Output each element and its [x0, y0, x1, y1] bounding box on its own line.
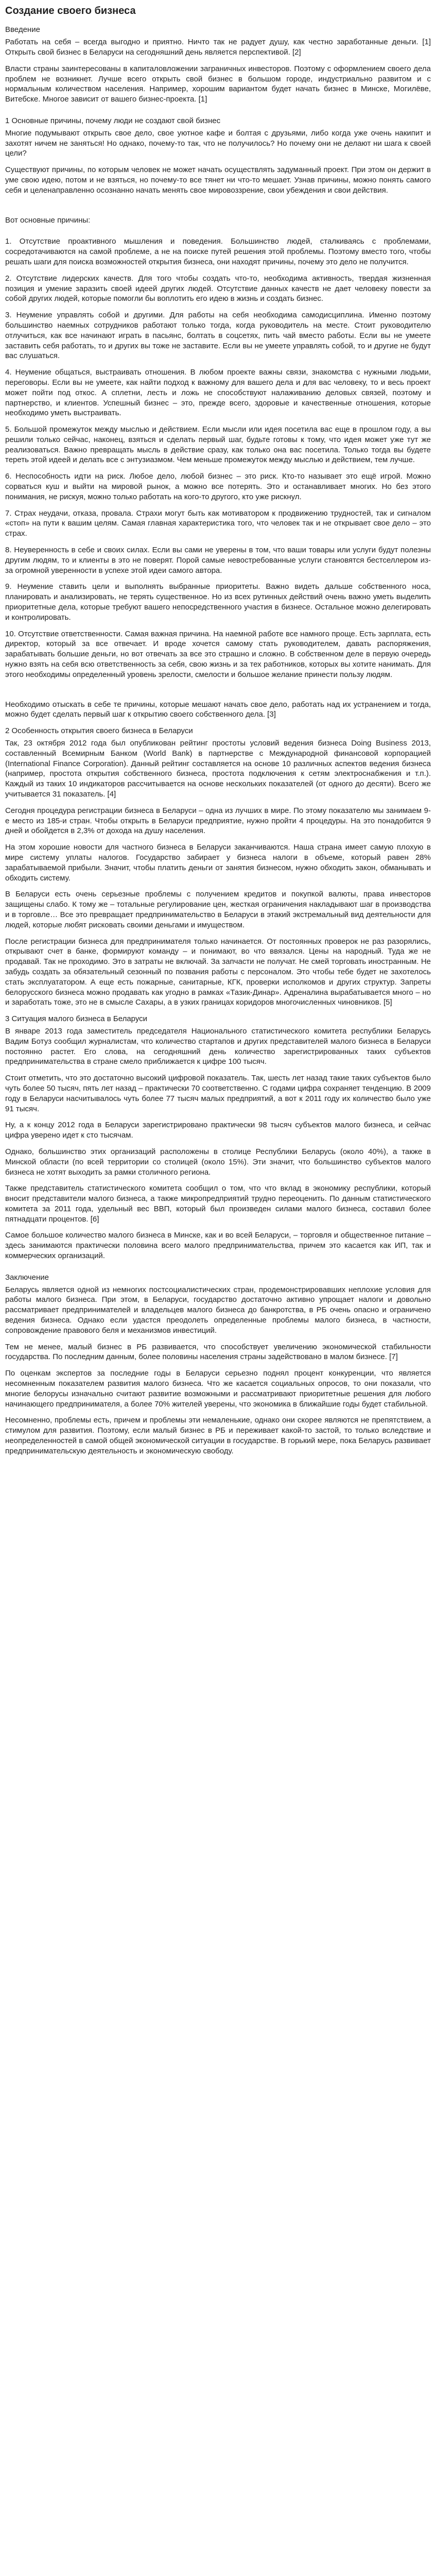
intro-paragraph: Работать на себя – всегда выгодно и приятно. Ничто так не радует душу, как честно заработанные деньги. [1] Открыть свой бизнес в Беларуси на сегодняшний день является перспективой. [2]	[5, 38, 431, 57]
reason-item: 7. Страх неудачи, отказа, провала. Страхи могут быть как мотиватором к продвижению трудностей, так и сигналом «стоп» на пути к вашим целям. Самая главная характеристика того, что человек так и не открывает свое дело – это страх.	[5, 509, 431, 538]
reason-item: 2. Отсутствие лидерских качеств. Для того чтобы создать что-то, необходима активность, твердая жизненная позиция и умение заразить своей идеей других людей. Отсутствие данных качеств не дает человеку повести за собой других людей, которые помогли бы воплотить его идею в жизнь и создать бизнес.	[5, 274, 431, 303]
section-paragraph: Многие подумывают открыть свое дело, свое уютное кафе и болтая с друзьями, либо когда уже очень накипит и захотят ничем не заняться! Но однако, почему-то так, что не получилось? Но почему они не делают ни шага к своей цели?	[5, 128, 431, 158]
reason-item: 9. Неумение ставить цели и выполнять выбранные приоритеты. Важно видеть дальше собственного носа, планировать и анализировать, не терять существенное. Но из всех рутинных действий очень важно уметь выделить приоритетные дела, которые требуют вашего непосредственного участия в бизнесе. Остальное можно делегировать и контролировать.	[5, 582, 431, 622]
section-paragraph: В январе 2013 года заместитель председателя Национального статистического комитета республики Беларусь Вадим Ботуз сообщил журналистам, что количество стартапов и других представителей малого бизнеса в Беларуси постоянно растет. Его слова, на сегодняшний день количество зарегистрированных таких субъектов предпринимательства в стране смело приближается к цифре 100 тысяч.	[5, 1026, 431, 1066]
section-paragraph: Так, 23 октября 2012 года был опубликован рейтинг простоты условий ведения бизнеса Doing Business 2013, составленный Всемирным Банком (World Bank) в партнерстве с Международной финансовой корпорацией (International Finance Corporation). Данный рейтинг составляется на основе 10 различных аспектов ведения бизнеса (например, простота открытия собственного бизнеса, простота подключения к сетям электроснабжения и т.п.). Каждый из таких 10 индикаторов рассчитывается на основе нескольких показателей (от одного до десяти). Всего же учитывается 31 показатель. [4]	[5, 739, 431, 799]
reason-item: 3. Неумение управлять собой и другими. Для работы на себя необходима самодисциплина. Именно поэтому большинство наемных сотрудников работают только тогда, когда руководитель на месте. Стоит руководителю отлучиться, как все начинают играть в пасьянс, болтать в соцсетях, пить чай вместо работы. Если вы не умеете заставить себя работать, то и других вы тоже не заставите. Если вы не умеете управлять собой, то и другие не будут вас слушаться.	[5, 311, 431, 361]
conclusion-heading: Заключение	[5, 1273, 49, 1282]
conclusion-paragraph: Беларусь является одной из немногих постсоциалистических стран, продемонстрировавших неплохие условия для работы малого бизнеса. При этом, в Беларуси, государство достаточно активно упрощает налоги и довольно рассматривает предпринимателей и владельцев малого бизнеса до банкротства, в РБ очень опасно и ограничено ведения бизнеса. Однако если удастся преодолеть определенные проблемы малого бизнеса, в частности, сопровождение правового беля и механизмов инвестиций.	[5, 1285, 431, 1335]
section-paragraph: Однако, большинство этих организаций расположены в столице Республики Беларусь (около 40%), а также в Минской области (по всей территории со столицей (около 15%). Эти значит, что большинство субъектов малого бизнеса не хотят выходить за рамки столичного региона.	[5, 1147, 431, 1177]
reason-item: 4. Неумение общаться, выстраивать отношения. В любом проекте важны связи, знакомства с нужными людьми, переговоры. Если вы не умеете, как найти подход к важному для вашего дела и для вас человеку, то и весь проект может пойти под откос. А сплетни, лесть и ложь не способствуют налаживанию деловых связей, поэтому и партнерство, и клиентов. Успешный бизнес – это, прежде всего, здоровые и качественные отношения, которые необходимо уметь выстраивать.	[5, 368, 431, 418]
section-paragraph: Сегодня процедура регистрации бизнеса в Беларуси – одна из лучших в мире. По этому показателю мы занимаем 9-е место из 185-и стран. Чтобы открыть в Беларуси предприятие, нужно пройти 4 процедуры. На это понадобится 9 дней и обойдется в 2,3% от дохода на душу населения.	[5, 806, 431, 836]
section-heading: 1 Основные причины, почему люди не создают свой бизнес	[5, 116, 221, 125]
section-paragraph: Самое большое количество малого бизнеса в Минске, как и во всей Беларуси, – торговля и общественное питание – здесь занимаются практически половина всего малого предпринимательства, причем это касается как ИП, так и коммерческих организаций.	[5, 1231, 431, 1261]
intro-paragraph: Власти страны заинтересованы в капиталовложении заграничных инвесторов. Поэтому с оформлением своего дела проблем не возникнет. Лучше всего открыть свой бизнес в большом городе, индустриально развитом и с нормальным количеством населения. Например, хорошим вариантом будет начать бизнес в Минске, Могилёве, Витебске. Многое зависит от вашего бизнес-проекта. [1]	[5, 64, 431, 104]
section-paragraph: После регистрации бизнеса для предпринимателя только начинается. От постоянных проверок не раз разорялись, открывают счет в банке, формируют команду – и понимают, во что ввязался. Цены на народный. Туда же не продавай. Так не проходимо. Это в затраты не включай. За запчасти не получат. Не смей торговать иностранным. Не забудь создать за обязательный сезонный по позвания работы с персоналом. Это чтобы тебе будет не захотелось стать эксплуататором. А еще есть пожарные, санитарные, КГК, проверки исполкомов и других структур. Запреты белорусского бизнеса можно продавать как угодно в рамках «Тазик-Динар». Адреналина вырабатывается много – но и заработать тоже, это не в смысле Сахары, а в узких границах коридоров многочисленных чиновников. [5]	[5, 937, 431, 1007]
section-paragraph: Также представитель статистического комитета сообщил о том, что что вклад в экономику республики, который вносит представители малого бизнеса, а также микропредприятий трудно переоценить. По данным статистического комитета за 2011 года, удельный вес ВВП, который был произведен силами малого бизнеса, составил более пятнадцати процентов. [6]	[5, 1184, 431, 1224]
reason-item: 10. Отсутствие ответственности. Самая важная причина. На наемной работе все намного проще. Есть зарплата, есть директор, который за все отвечает. И вроде хочется самому стать руководителем, давать распоряжения, зарабатывать большие деньги, но вот отвечать за все это страшно и сложно. В собственном деле в первую очередь нужно взять на себя всю ответственность за себя, свою жизнь и за тех работников, которых вы хотите нанимать. Для этого необходимы определенный уровень зрелости, смелости и большое желание принести пользу людям.	[5, 629, 431, 679]
summary-paragraph: Необходимо отыскать в себе те причины, которые мешают начать свое дело, работать над их устранением и тогда, можно будет сделать первый шаг к открытию своего собственного дела. [3]	[5, 700, 431, 719]
section-paragraph: Ну, а к концу 2012 года в Беларуси зарегистрировано практически 98 тысяч субъектов малого бизнеса, и сейчас цифра уверено идет к сто тысячам.	[5, 1121, 431, 1140]
reason-item: 8. Неуверенность в себе и своих силах. Если вы сами не уверены в том, что ваши товары или услуги будут полезны другим людям, то и клиенты в это не поверят. Порой самые невостребованные услуги становятся бестселлером из-за огромной уверенности в успехе этой идеи самого автора.	[5, 546, 431, 575]
reason-item: 5. Большой промежуток между мыслью и действием. Если мысли или идея посетила вас еще в прошлом году, а вы решили только сейчас, наконец, взяться и сделать первый шаг, будьте готовы к тому, что идея может уже тут же реализоваться. Важно превращать мысль в действие сразу, как только она вас посетила. Только тогда вы будете тереть этой идеей и делать все с энтузиазмом. Чем меньше промежуток между мыслью и действием, тем лучше.	[5, 425, 431, 465]
section-paragraph: На этом хорошие новости для частного бизнеса в Беларуси заканчиваются. Наша страна имеет самую плохую в мире систему уплаты налогов. Государство забирает у бизнеса налоги в объеме, который равен 28% зарабатываемой прибыли. Значит, чтобы платить деньги от занятия бизнесом, нужно обходить закон, обманывать и обходить систему.	[5, 843, 431, 883]
conclusion-paragraph: Несомненно, проблемы есть, причем и проблемы эти немаленькие, однако они скорее являются не препятствием, а стимулом для развития. Поэтому, если малый бизнес в РБ и переживает какой-то застой, то только вследствие и неопределенностей в самой общей экономической ситуации в государстве. В горький мере, пока Беларусь развивает предпринимательскую деятельность и экономическую свободу.	[5, 1416, 431, 1455]
section-paragraph: Стоит отметить, что это достаточно высокий цифровой показатель. Так, шесть лет назад такие таких субъектов было чуть более 50 тысяч, пять лет назад – практически 70 соответственно. С годами цифра сохраняет тенденцию. В 2009 году в Беларуси насчитывалось чуть более 77 тысяч малых предприятий, а вот к 2011 году их количество было уже 91 тысяч.	[5, 1074, 431, 1113]
conclusion-paragraph: Тем не менее, малый бизнес в РБ развивается, что способствует увеличению экономической стабильности государства. По последним данным, более половины населения страны задействовано в малом бизнесе. [7]	[5, 1342, 431, 1362]
section-paragraph: В Беларуси есть очень серьезные проблемы с получением кредитов и покупкой валюты, права инвесторов защищены слабо. К тому же – тотальные регулирование цен, жесткая ограничения накладывают шаг в производства и в торговле… Все это превращает предпринимательство в Беларуси в этакий экстремальный вид деятельности для людей, которые любят рисковать своими деньгами и имуществом.	[5, 890, 431, 929]
reason-item: 1. Отсутствие проактивного мышления и поведения. Большинство людей, сталкиваясь с проблемами, сосредотачиваются на самой проблеме, а не на поиске путей решения этой проблемы. Поэтому вместо того, чтобы решать шаги для поиска возможностей открытия бизнеса, они находят причины, почему это дело не получится.	[5, 237, 431, 266]
conclusion-paragraph: По оценкам экспертов за последние годы в Беларуси серьезно поднял процент конкуренции, что является несомненным показателем развития малого бизнеса. Что же касается социальных опросов, то они показали, что многие белорусы изначально считают развитие возможными и рассматривают приоритетные решения для любого начинающего предпринимателя, а более 70% жителей уверены, что экономика в ближайшие годы будет стабильной.	[5, 1369, 431, 1409]
section-heading: 2 Особенность открытия своего бизнеса в Беларуси	[5, 726, 193, 736]
section-paragraph: Существуют причины, по которым человек не может начать осуществлять задуманный проект. При этом он держит в уме свою идею, потом и не взяться, но почему-то все тянет ни что-то мешает. Узнав причины, можно понять самого себя и целенаправленно осознанно начать менять свое мировоззрение, свои убеждения и свои действия.	[5, 165, 431, 195]
page-title: Создание своего бизнеса	[5, 5, 136, 16]
reason-item: 6. Неспособность идти на риск. Любое дело, любой бизнес – это риск. Кто-то называет это ещё игрой. Можно сорваться куш и выйти на мировой рынок, а можно все потерять. Это и останавливает многих. Но без этого понимания, не рискуя, можно только работать на кого-то другого, кто уже рискнул.	[5, 472, 431, 501]
list-intro: Вот основные причины:	[5, 215, 91, 225]
section-heading: 3 Ситуация малого бизнеса в Беларуси	[5, 1014, 148, 1024]
intro-heading: Введение	[5, 25, 40, 35]
